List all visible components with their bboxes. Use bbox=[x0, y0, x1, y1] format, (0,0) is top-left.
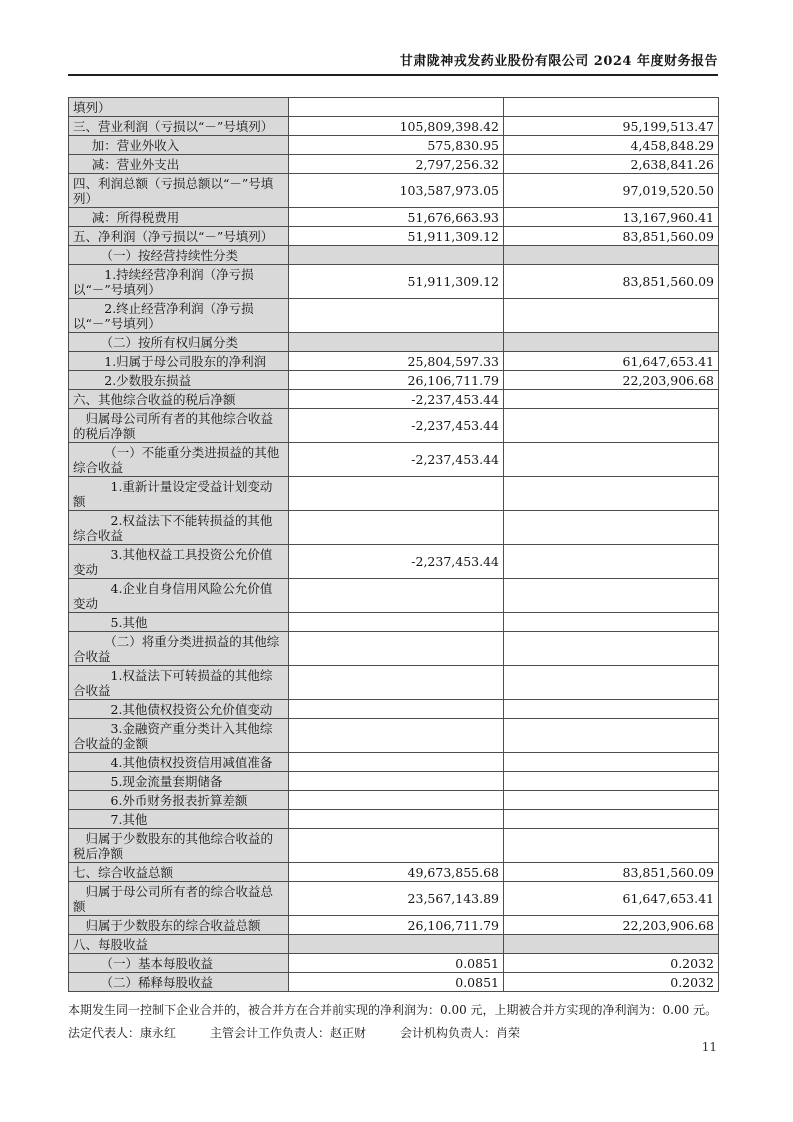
table-row bbox=[69, 98, 719, 117]
current-period-value: 51,676,663.93 bbox=[289, 208, 504, 227]
row-label-cell bbox=[69, 352, 289, 371]
prior-period-value: 83,851,560.09 bbox=[504, 265, 719, 299]
current-period-value bbox=[289, 829, 504, 863]
prior-period-value bbox=[504, 579, 719, 613]
current-period-value: 103,587,973.05 bbox=[289, 174, 504, 208]
table-row bbox=[69, 333, 719, 352]
current-period-value bbox=[289, 772, 504, 791]
row-label: 归属母公司所有者的其他综合收益的税后净额 bbox=[73, 410, 274, 441]
table-row bbox=[69, 371, 719, 390]
row-label: 四、利润总额（亏损总额以“－”号填列） bbox=[73, 175, 274, 206]
table-row bbox=[69, 882, 719, 916]
prior-period-value bbox=[504, 299, 719, 333]
row-label: 6.外币财务报表折算差额 bbox=[110, 792, 248, 808]
table-row bbox=[69, 632, 719, 666]
prior-period-value bbox=[504, 772, 719, 791]
row-label-cell bbox=[69, 98, 289, 117]
prior-period-value bbox=[504, 443, 719, 477]
table-row bbox=[69, 613, 719, 632]
prior-period-value bbox=[504, 829, 719, 863]
prior-period-value: 83,851,560.09 bbox=[504, 863, 719, 882]
row-label-cell bbox=[69, 863, 289, 882]
table-row bbox=[69, 117, 719, 136]
income-statement-rows bbox=[69, 98, 719, 992]
row-label: 2.终止经营净利润（净亏损以“－”号填列） bbox=[73, 300, 254, 331]
current-period-value: 26,106,711.79 bbox=[289, 916, 504, 935]
current-period-value bbox=[289, 98, 504, 117]
prior-period-value bbox=[504, 700, 719, 719]
table-row bbox=[69, 246, 719, 265]
current-period-value: 49,673,855.68 bbox=[289, 863, 504, 882]
row-label: （一）基本每股收益 bbox=[100, 955, 214, 971]
row-label-cell bbox=[69, 954, 289, 973]
current-period-value bbox=[289, 753, 504, 772]
prior-period-value bbox=[504, 753, 719, 772]
prior-period-value bbox=[504, 791, 719, 810]
row-label-cell bbox=[69, 299, 289, 333]
row-label: 2.其他债权投资公允价值变动 bbox=[110, 701, 273, 717]
current-period-value bbox=[289, 246, 504, 265]
row-label: 3.其他权益工具投资公允价值变动 bbox=[73, 546, 273, 577]
table-row bbox=[69, 666, 719, 700]
row-label: 归属于少数股东的综合收益总额 bbox=[85, 917, 261, 933]
prior-period-value: 83,851,560.09 bbox=[504, 227, 719, 246]
table-row bbox=[69, 863, 719, 882]
prior-period-value bbox=[504, 613, 719, 632]
row-label: 5.现金流量套期储备 bbox=[110, 773, 223, 789]
row-label-cell bbox=[69, 390, 289, 409]
table-row bbox=[69, 772, 719, 791]
row-label-cell bbox=[69, 791, 289, 810]
row-label-cell bbox=[69, 117, 289, 136]
table-row bbox=[69, 935, 719, 954]
table-row bbox=[69, 791, 719, 810]
row-label-cell bbox=[69, 882, 289, 916]
table-row bbox=[69, 719, 719, 753]
income-statement-table bbox=[68, 97, 719, 992]
table-row bbox=[69, 753, 719, 772]
prior-period-value: 0.2032 bbox=[504, 954, 719, 973]
legal-representative: 法定代表人：康永红 bbox=[68, 1026, 177, 1040]
row-label: 加：营业外收入 bbox=[91, 137, 180, 153]
prior-period-value bbox=[504, 719, 719, 753]
row-label: 1.权益法下可转损益的其他综合收益 bbox=[73, 667, 273, 698]
current-period-value bbox=[289, 579, 504, 613]
current-period-value: 0.0851 bbox=[289, 954, 504, 973]
row-label-cell bbox=[69, 208, 289, 227]
row-label: 减：所得税费用 bbox=[91, 209, 180, 225]
row-label: 4.其他债权投资信用减值准备 bbox=[110, 754, 273, 770]
row-label: （一）不能重分类进损益的其他综合收益 bbox=[73, 444, 280, 475]
table-row bbox=[69, 174, 719, 208]
table-row bbox=[69, 155, 719, 174]
row-label: 六、其他综合收益的税后净额 bbox=[73, 391, 236, 407]
row-label-cell bbox=[69, 772, 289, 791]
row-label: 归属于少数股东的其他综合收益的税后净额 bbox=[73, 830, 274, 861]
current-period-value: -2,237,453.44 bbox=[289, 443, 504, 477]
table-row bbox=[69, 973, 719, 992]
row-label: 2.权益法下不能转损益的其他综合收益 bbox=[73, 512, 273, 543]
row-label-cell bbox=[69, 227, 289, 246]
table-row bbox=[69, 545, 719, 579]
table-row bbox=[69, 477, 719, 511]
prior-period-value bbox=[504, 98, 719, 117]
current-period-value: -2,237,453.44 bbox=[289, 545, 504, 579]
table-row bbox=[69, 390, 719, 409]
table-row bbox=[69, 299, 719, 333]
current-period-value bbox=[289, 632, 504, 666]
page-number: 11 bbox=[701, 1040, 717, 1054]
table-row bbox=[69, 352, 719, 371]
current-period-value: 51,911,309.12 bbox=[289, 265, 504, 299]
row-label: 三、营业利润（亏损以“－”号填列） bbox=[73, 118, 274, 134]
current-period-value bbox=[289, 477, 504, 511]
prior-period-value: 4,458,848.29 bbox=[504, 136, 719, 155]
current-period-value: 105,809,398.42 bbox=[289, 117, 504, 136]
row-label: 八、每股收益 bbox=[73, 936, 149, 952]
merger-note: 本期发生同一控制下企业合并的，被合并方在合并前实现的净利润为：0.00 元，上期被合并方实现的净利润为：0.00 元。 bbox=[68, 1003, 718, 1017]
prior-period-value bbox=[504, 333, 719, 352]
prior-period-value: 97,019,520.50 bbox=[504, 174, 719, 208]
row-label: 七、综合收益总额 bbox=[73, 864, 174, 880]
current-period-value bbox=[289, 935, 504, 954]
row-label-cell bbox=[69, 545, 289, 579]
table-row bbox=[69, 810, 719, 829]
row-label-cell bbox=[69, 409, 289, 443]
table-row bbox=[69, 227, 719, 246]
row-label: 4.企业自身信用风险公允价值变动 bbox=[73, 580, 273, 611]
current-period-value bbox=[289, 791, 504, 810]
row-label-cell bbox=[69, 829, 289, 863]
prior-period-value: 2,638,841.26 bbox=[504, 155, 719, 174]
prior-period-value bbox=[504, 632, 719, 666]
row-label: 3.金融资产重分类计入其他综合收益的金额 bbox=[73, 720, 273, 751]
row-label-cell bbox=[69, 371, 289, 390]
signature-line bbox=[68, 1023, 718, 1044]
table-row bbox=[69, 443, 719, 477]
current-period-value bbox=[289, 511, 504, 545]
row-label: 2.少数股东损益 bbox=[104, 372, 192, 388]
prior-period-value: 22,203,906.68 bbox=[504, 371, 719, 390]
table-row bbox=[69, 829, 719, 863]
table-row bbox=[69, 700, 719, 719]
row-label-cell bbox=[69, 613, 289, 632]
row-label: 五、净利润（净亏损以“－”号填列） bbox=[73, 228, 274, 244]
header-rule bbox=[68, 74, 718, 76]
prior-period-value: 22,203,906.68 bbox=[504, 916, 719, 935]
accounting-department-head: 会计机构负责人：肖荣 bbox=[400, 1026, 521, 1040]
row-label-cell bbox=[69, 477, 289, 511]
prior-period-value bbox=[504, 409, 719, 443]
row-label: 填列） bbox=[73, 99, 111, 115]
table-row bbox=[69, 511, 719, 545]
row-label: （二）按所有权归属分类 bbox=[100, 334, 239, 350]
current-period-value bbox=[289, 333, 504, 352]
row-label-cell bbox=[69, 810, 289, 829]
current-period-value: -2,237,453.44 bbox=[289, 390, 504, 409]
row-label: 减：营业外支出 bbox=[91, 156, 180, 172]
row-label-cell bbox=[69, 700, 289, 719]
current-period-value: 2,797,256.32 bbox=[289, 155, 504, 174]
row-label-cell bbox=[69, 916, 289, 935]
row-label: （二）稀释每股收益 bbox=[100, 974, 214, 990]
row-label: （二）将重分类进损益的其他综合收益 bbox=[73, 633, 280, 664]
row-label: 1.归属于母公司股东的净利润 bbox=[104, 353, 267, 369]
row-label-cell bbox=[69, 246, 289, 265]
prior-period-value bbox=[504, 666, 719, 700]
row-label-cell bbox=[69, 136, 289, 155]
current-period-value bbox=[289, 613, 504, 632]
prior-period-value bbox=[504, 545, 719, 579]
row-label-cell bbox=[69, 333, 289, 352]
row-label-cell bbox=[69, 753, 289, 772]
row-label: 归属于母公司所有者的综合收益总额 bbox=[73, 883, 274, 914]
row-label-cell bbox=[69, 935, 289, 954]
prior-period-value bbox=[504, 511, 719, 545]
current-period-value bbox=[289, 810, 504, 829]
row-label-cell bbox=[69, 174, 289, 208]
prior-period-value bbox=[504, 477, 719, 511]
row-label-cell bbox=[69, 719, 289, 753]
current-period-value: 26,106,711.79 bbox=[289, 371, 504, 390]
table-row bbox=[69, 265, 719, 299]
prior-period-value: 0.2032 bbox=[504, 973, 719, 992]
current-period-value: 575,830.95 bbox=[289, 136, 504, 155]
table-row bbox=[69, 916, 719, 935]
current-period-value: 23,567,143.89 bbox=[289, 882, 504, 916]
prior-period-value: 13,167,960.41 bbox=[504, 208, 719, 227]
current-period-value bbox=[289, 700, 504, 719]
current-period-value bbox=[289, 719, 504, 753]
row-label-cell bbox=[69, 973, 289, 992]
table-row bbox=[69, 136, 719, 155]
current-period-value: 25,804,597.33 bbox=[289, 352, 504, 371]
prior-period-value bbox=[504, 935, 719, 954]
current-period-value bbox=[289, 299, 504, 333]
prior-period-value: 61,647,653.41 bbox=[504, 352, 719, 371]
row-label-cell bbox=[69, 265, 289, 299]
table-row bbox=[69, 954, 719, 973]
row-label-cell bbox=[69, 666, 289, 700]
row-label: 1.重新计量设定受益计划变动额 bbox=[73, 478, 273, 509]
row-label-cell bbox=[69, 443, 289, 477]
prior-period-value bbox=[504, 246, 719, 265]
current-period-value: 51,911,309.12 bbox=[289, 227, 504, 246]
row-label-cell bbox=[69, 511, 289, 545]
prior-period-value: 61,647,653.41 bbox=[504, 882, 719, 916]
report-header-title: 甘肃陇神戎发药业股份有限公司 2024 年度财务报告 bbox=[399, 54, 718, 69]
table-row bbox=[69, 208, 719, 227]
chief-accounting-officer: 主管会计工作负责人：赵正财 bbox=[210, 1026, 367, 1040]
table-row bbox=[69, 579, 719, 613]
prior-period-value bbox=[504, 810, 719, 829]
current-period-value: -2,237,453.44 bbox=[289, 409, 504, 443]
current-period-value: 0.0851 bbox=[289, 973, 504, 992]
row-label: 5.其他 bbox=[110, 614, 148, 630]
row-label-cell bbox=[69, 632, 289, 666]
row-label: （一）按经营持续性分类 bbox=[100, 247, 239, 263]
row-label: 1.持续经营净利润（净亏损以“－”号填列） bbox=[73, 266, 254, 297]
current-period-value bbox=[289, 666, 504, 700]
table-row bbox=[69, 409, 719, 443]
row-label-cell bbox=[69, 579, 289, 613]
prior-period-value: 95,199,513.47 bbox=[504, 117, 719, 136]
prior-period-value bbox=[504, 390, 719, 409]
row-label-cell bbox=[69, 155, 289, 174]
row-label: 7.其他 bbox=[110, 811, 148, 827]
